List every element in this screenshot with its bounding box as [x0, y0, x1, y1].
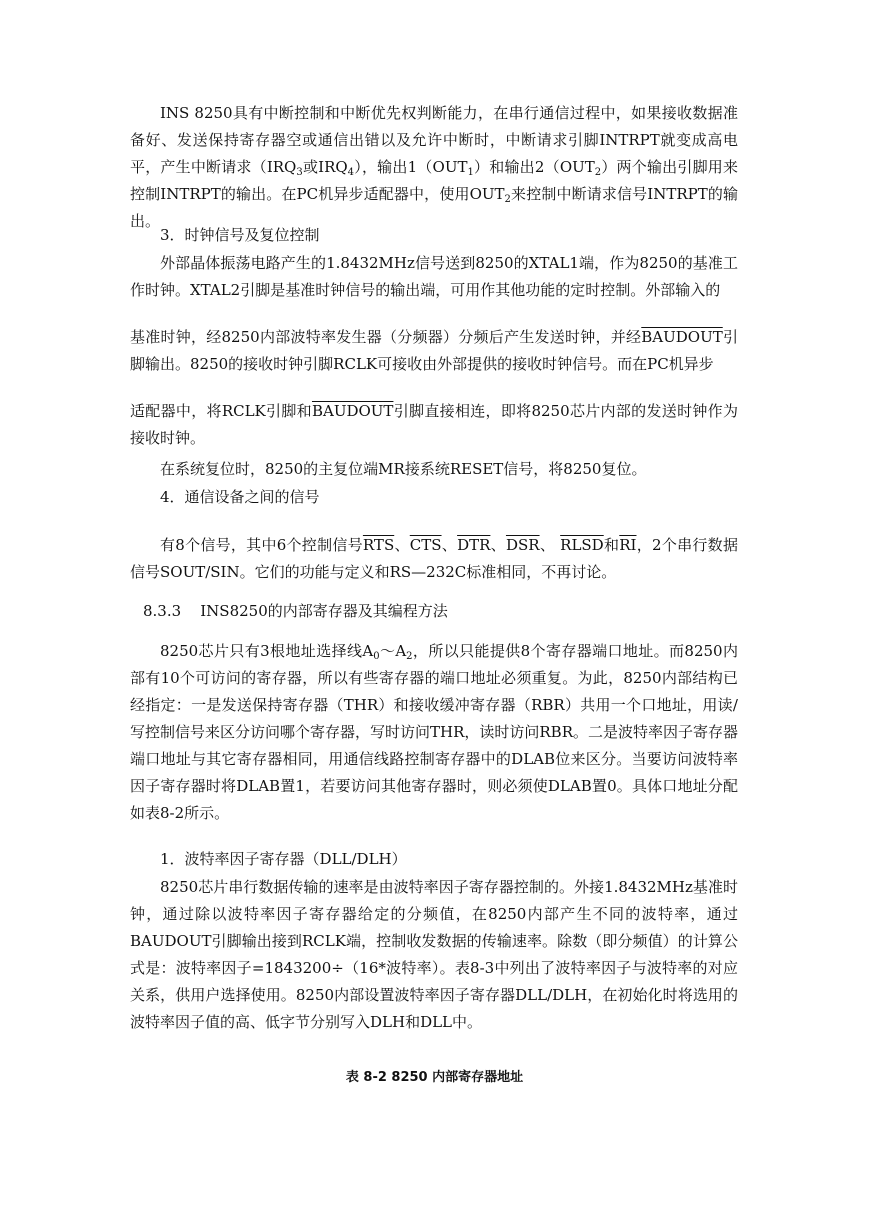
separator: 、: [490, 536, 506, 554]
paragraph-clock-part3: [130, 398, 738, 452]
text-fragment: ）和输出2（OUT: [473, 158, 595, 176]
section-heading-8-3-3: 8.3.3 INS8250的内部寄存器及其编程方法: [143, 602, 448, 620]
text-fragment: 引脚直接相连，即将8250芯片内部的发送时钟作为接收时钟。: [130, 402, 738, 447]
subscript: 0: [373, 651, 380, 662]
text-fragment: ，所以只能提供8个寄存器端口地址。而8250内部有10个可访问的寄存器，所以有些寄存器的端口地址必须重复。为此，8250内部结构已经指定：一是发送保持寄存器（THR）和接收缓冲寄存器（RBR）共用一个口地址，用读/写控制信号来区分访问哪个寄存器，写时访问THR，读时访问RBR。二是波特率因子寄存器端口地址与其它寄存器相同，用通信线路控制寄存器中的DLAB位来区分。当要访问波特率因子寄存器时将DLAB置1，若要访问其他寄存器时，则必须使DLAB置0。具体口地址分配如表8-2所示。: [130, 642, 738, 822]
text-fragment: ～A: [379, 642, 407, 660]
separator: 、: [539, 536, 561, 554]
overline-signal: BAUDOUT: [641, 328, 723, 346]
overline-signal: $\overline{CTS}$: [409, 536, 442, 554]
separator: 和: [603, 536, 620, 554]
overline-signal: $\overline{RI}$: [619, 536, 637, 554]
overline-signal: RLSD: [560, 536, 604, 554]
text-fragment: 来控制中断请求信号INTRPT的输出。: [130, 185, 738, 230]
paragraph-interrupt-control: [130, 100, 738, 235]
overline-signal: $\overline{DSR}$: [505, 536, 540, 554]
text-fragment: 适配器中，将RCLK引脚和: [130, 402, 312, 420]
paragraph-signals: [130, 532, 738, 586]
text-fragment: 基准时钟，经8250内部波特率发生器（分频器）分频后产生发送时钟，并经: [130, 328, 642, 346]
subscript: 1: [467, 167, 474, 178]
table-caption: 表 8-2 8250 内部寄存器地址: [345, 1070, 524, 1085]
separator: 、: [394, 536, 410, 554]
text-fragment: ）两个输出引脚用来控制INTRPT的输出。在PC机异步适配器中，使用OUT: [130, 158, 738, 203]
heading-device-signals: 4．通信设备之间的信号: [160, 488, 320, 506]
text-fragment: 或IRQ: [302, 158, 348, 176]
text-fragment: ，2个串行数据信号SOUT/SIN。它们的功能与定义和RS—232C标准相同，不再讨论。: [130, 536, 738, 581]
text-fragment: ），输出1（OUT: [354, 158, 468, 176]
text-fragment: 8250芯片只有3根地址选择线A: [160, 642, 374, 660]
text-fragment: INS 8250具有中断控制和中断优先权判断能力，在串行通信过程中，如果接收数据准备好、发送保持寄存器空或通信出错以及允许中断时，中断请求引脚INTRPT就变成高电平，产生中断请求（IRQ: [130, 104, 738, 176]
heading-baud-divisor: 1．波特率因子寄存器（DLL/DLH）: [160, 850, 407, 868]
paragraph-baud-rate: 8250芯片串行数据传输的速率是由波特率因子寄存器控制的。外接1.8432MHz基准时钟，通过除以波特率因子寄存器给定的分频值，在8250内部产生不同的波特率，通过BAUDOUT引脚输出接到RCLK端，控制收发数据的传输速率。除数（即分频值）的计算公式是：波特率因子=1843200÷（16*波特率）。表8-3中列出了波特率因子与波特率的对应关系，供用户选择使用。8250内部设置波特率因子寄存器DLL/DLH，在初始化时将选用的波特率因子值的高、低字节分别写入DLH和DLL中。: [130, 878, 738, 1031]
paragraph-clock-part1: 外部晶体振荡电路产生的1.8432MHz信号送到8250的XTAL1端，作为8250的基准工作时钟。XTAL2引脚是基准时钟信号的输出端，可用作其他功能的定时控制。外部输入的: [130, 254, 738, 299]
paragraph-registers: [130, 638, 738, 827]
subscript: 2: [504, 194, 511, 205]
subscript: 4: [347, 167, 355, 178]
text-fragment: 引脚输出。8250的接收时钟引脚RCLK可接收由外部提供的接收时钟信号。而在PC机异步: [130, 328, 738, 373]
subscript: 3: [296, 167, 303, 178]
overline-signal: $\overline{DTR}$: [457, 536, 491, 554]
paragraph-reset: 在系统复位时，8250的主复位端MR接系统RESET信号，将8250复位。: [160, 460, 647, 478]
overline-signal: $\overline{RTS}$: [362, 536, 395, 554]
text-fragment: 有8个信号，其中6个控制信号: [160, 536, 363, 554]
overline-signal: BAUDOUT: [311, 402, 394, 420]
paragraph-clock-part2: [130, 324, 738, 378]
heading-clock-reset: 3．时钟信号及复位控制: [160, 226, 320, 244]
subscript: 2: [406, 651, 413, 662]
subscript: 2: [594, 167, 602, 178]
separator: 、: [441, 536, 458, 554]
